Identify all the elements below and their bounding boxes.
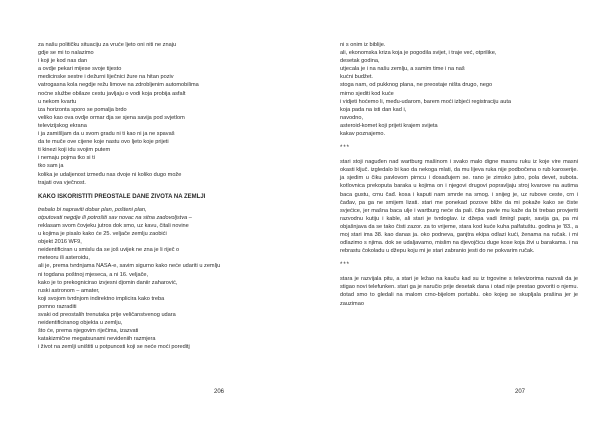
text-line: i život na zemlji uništiti u potpunosti koji se neće moći poreditj bbox=[38, 344, 190, 351]
text-line: kućni budžet. bbox=[340, 74, 373, 81]
text-line: u nekom kvartu bbox=[38, 98, 77, 105]
poem-stanza-3 bbox=[340, 41, 578, 138]
prose-paragraph-2: stara je razvijala pitu, a stari je ležao na kauču kad su iz trgovine s televizorima nazvali da je stigao novi telefunken. stari ga je naručio prije desetak dana i otad nije prestao govoriti o njemu. dotad smo to gledali na malom crno-bijelom portablu. oko kojeg se skupljala prašina jer je zauzimao bbox=[340, 276, 578, 307]
poem-italic-lines bbox=[38, 206, 278, 222]
text-line: vatrogasna kola negdje režu limove na zdrobljenim automobilima bbox=[38, 82, 199, 89]
text-line: kakav poznajemo. bbox=[340, 131, 386, 138]
text-line: ti kinezi koji idu svojim putem bbox=[38, 147, 111, 154]
text-line: katakizmične megatsunami nevideniih razmjera bbox=[38, 336, 156, 343]
page-number-right: 207 bbox=[515, 389, 526, 395]
poem-stanza-1 bbox=[38, 41, 278, 187]
text-line: što će, prema njegovim riječima, izazvati bbox=[38, 328, 139, 335]
text-line: ali, ekonomska kriza koja je pogodila svijet, i traje već, otprilike, bbox=[340, 50, 497, 57]
text-line: i vidjeti hoćemo li, među-udarom, barem moći izbjeći registraciju auta bbox=[340, 98, 511, 105]
left-page-text bbox=[38, 41, 278, 351]
text-line: neidentificiran u smislu da se još uvijek ne zna je li riječ o bbox=[38, 247, 180, 254]
text-line: asteroid-komet koji prijeti krajem svijeta bbox=[340, 122, 438, 129]
text-line: i koji je kod nas dan bbox=[38, 58, 88, 65]
text-line: gdje se mi to nalazimo bbox=[38, 50, 94, 57]
text-line: koja pada na isti dan kad i, bbox=[340, 106, 407, 113]
right-page-text bbox=[340, 41, 578, 308]
text-line: tko sam ja bbox=[38, 163, 64, 170]
text-line: ali je, prema tvrdnjama NASA-e, savim sigurno kako neće udariti u zemlju bbox=[38, 263, 221, 270]
text-line: svaki od preostalih trenutaka prije veličanstvenog udara bbox=[38, 312, 176, 318]
text-line: da te muče ove cijene koje nastu ovo ljeto koje prijeti bbox=[38, 139, 169, 146]
text-line: koji svojom tvrdnjom indirektno implicira kako treba bbox=[38, 295, 165, 302]
text-line: objekt 2016 WF9, bbox=[38, 239, 82, 246]
poem-stanza-2 bbox=[38, 222, 278, 352]
text-line: veliko kao ova ovdje ormar dja se sjena savija pod svjetlom bbox=[38, 114, 185, 121]
text-line: otputovati negdje ili potrošiti sav novac na sitna zadovoljstva – bbox=[38, 214, 192, 221]
poem-heading: KAKO ISKORISTITI PREOSTALE DANE ŽIVOTA NA ZEMLJI bbox=[38, 193, 206, 200]
text-line: ruski astronom – amater, bbox=[38, 287, 100, 294]
right-page bbox=[300, 0, 600, 423]
text-line: reklasam svom čovjeku jutros dok smo, uz kavu, čitali novine bbox=[38, 222, 189, 229]
text-line: utjecala je i na našu zemlju, a samim time i na naš bbox=[340, 66, 465, 73]
text-line: i nemaju pojma tko si ti bbox=[38, 155, 95, 162]
text-line: navodno, bbox=[340, 114, 364, 121]
text-line: stoga nam, od pukknog plana, ne preostaje ništa drugo, nego bbox=[340, 82, 493, 89]
text-line: televizijskog ekrana bbox=[38, 122, 87, 129]
text-line: i ja zamišljam da u svom gradu ni ti kao ni ja ne spavaš bbox=[38, 131, 175, 138]
text-line: trajati ova vječnost. bbox=[38, 179, 86, 186]
text-line: desetak godina, bbox=[340, 58, 380, 65]
text-line: iza horizonta sporo se pomalja brdo bbox=[38, 106, 127, 113]
page-number-left: 206 bbox=[214, 389, 225, 395]
text-line: kolika je udaljenost između nas dvoje ni koliko dugo može bbox=[38, 171, 182, 178]
text-line: pomno razraditi bbox=[38, 303, 77, 310]
text-line: meteoru ili asteroidu, bbox=[38, 255, 90, 262]
text-line: kako je to prekognicirao izvjesni djomin daniir zaharović, bbox=[38, 279, 178, 286]
section-separator-1: *** bbox=[340, 145, 351, 152]
section-separator-2: *** bbox=[340, 262, 351, 269]
prose-paragraph-1: stari stoji naguđen nad wartburg mašinom i svako malo digne masnu ruku iz koje vire masni okasti ključ. izgledalo bi kao da nekoga mlati, da mu lijeva ruka nije podbočena o rub karoserije. ja sjedim u čiku pavlovom pirncu i dosađujem se. rano je zimsko jutro, pola devet, subota. kotlovnica prekoputa baraka u kojima on i njegovi drugovi popravljaju stroj kvarove na autima baca gustu, crnu čađ. kosa i kaputi nam smrde na smog. i snijeg je, uz rubove ceste, crn i čađav, pa ga ne smijem lizati. stari me ponekad pozove bliže da mi pokaže kako se čiste svjećice, jer mašna baca ulje i wartburg neće da pali. čika pavle mu kaže da bi trebao provjeriti razvodnu kutiju i kable, ali stari je tvrdoglav. iz džepa vadi šmirgl papir, savija ga, pa mi objašnjava da se tako čisti zazor. za to vrijeme, stara kod kuće kuha palfatuštu. godina je '83., a moj stari ima 38. kao danas ja. oko podneva, ganjtra ekipa odlazi kući, ženama na ručak. i mi odlazimo s njima. dok se udaljavamo, mislim na djevojčicu duge kose koja živi u barakama. i na rebrastu čokoladu u džepu koju mi je stari zabranio jesti do ne pokvarim ručak. bbox=[340, 159, 578, 255]
text-line: u kojima je pisalo kako će 25. veljače zemlju zaobići bbox=[38, 231, 167, 238]
text-line: mirno sjediti kod kuće bbox=[340, 90, 394, 97]
text-line: ni togdana poštnoj mjeseca, a ni 16. veljače, bbox=[38, 271, 149, 278]
text-line: a ovdje pekari mijese svoje tijesto bbox=[38, 66, 122, 73]
text-line: za našu političku situaciju za vruće ljeto oni niti ne znaju bbox=[38, 42, 177, 48]
text-line: medicinske sestre i dežurni liječnici žure na hitan poziv bbox=[38, 74, 174, 81]
text-line: neidentificiranog objekta u zemlju, bbox=[38, 320, 123, 327]
text-line: noćne službe obilaze cestu javljaju o vodi koja probija asfalt bbox=[38, 90, 186, 97]
text-line: ni s onim iz biblije. bbox=[340, 42, 386, 48]
text-line: trebalo bi napraviti dobar plan, pošteni plan, bbox=[38, 206, 147, 213]
